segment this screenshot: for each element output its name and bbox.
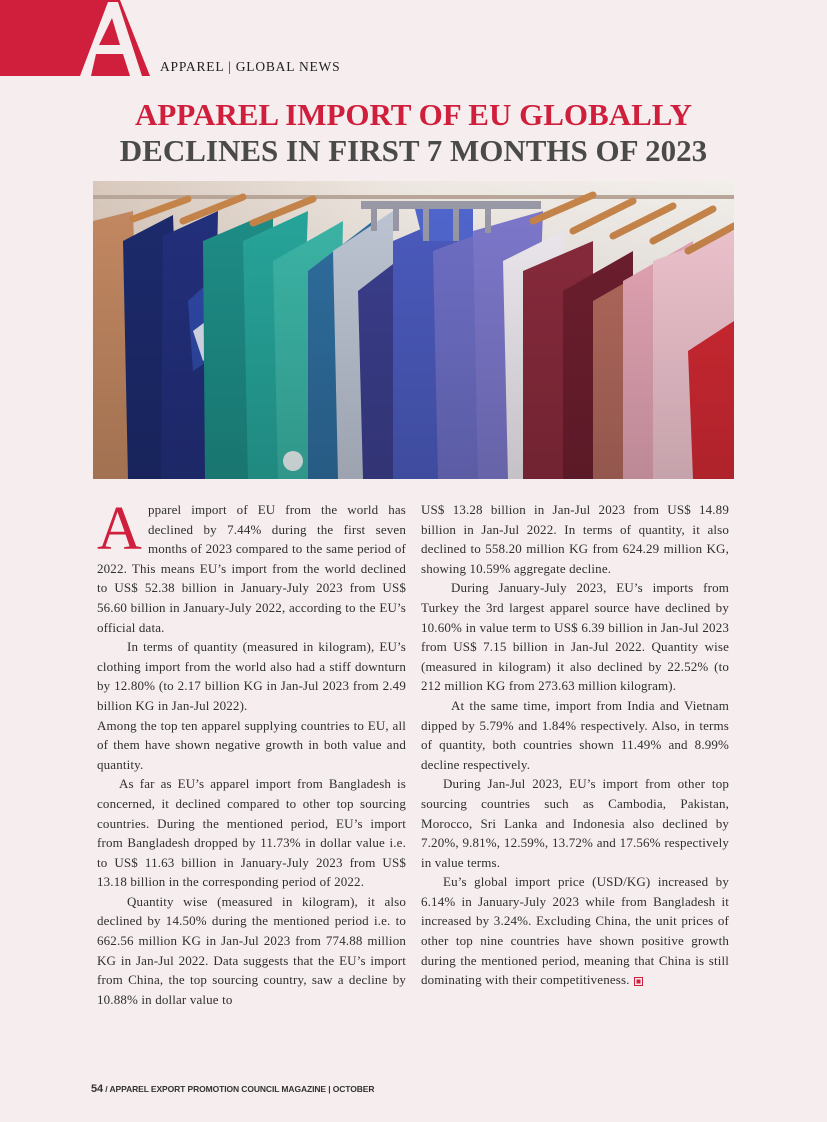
headline-line-2: DECLINES IN FIRST 7 MONTHS OF 2023 [119, 133, 708, 168]
clothes-rack-photo [93, 181, 734, 479]
article-paragraph [421, 872, 729, 990]
page-footer [91, 1083, 374, 1095]
drop-cap: A [97, 495, 142, 563]
article-paragraph: As far as EU’s apparel import from Bangladesh is concerned, it declined compared to other top sourcing countries. During the mentioned period, EU’s import from Bangladesh dropped by 11.73% in dollar value i.e. to US$ 11.63 billion in January-July 2023 from US$ 13.18 billion in the corresponding period of 2022. [97, 776, 406, 890]
article-paragraph-text: Eu’s global import price (USD/KG) increased by 6.14% in January-July 2023 while from Bangladesh it increased by 3.24%. Excluding China, the unit prices of other top nine countries have shown positive growth during the mentioned period, meaning that China is still dominating with their competitiveness. [421, 874, 729, 988]
section-label: APPAREL | GLOBAL NEWS [160, 59, 341, 74]
article-column-right [421, 500, 729, 990]
headline-line-1: APPAREL IMPORT OF EU GLOBALLY [135, 97, 692, 132]
article-paragraph: At the same time, import from India and Vietnam dipped by 5.79% and 1.84% respectively. Also, in terms of quantity, both countries shown 11.49% and 8.99% decline respectively. [421, 697, 729, 772]
magazine-logo [0, 0, 150, 76]
article-column-left [97, 495, 406, 1009]
article-paragraph: During January-July 2023, EU’s imports from Turkey the 3rd largest apparel source have declined by 10.60% in value term to US$ 6.39 billion in Jan-Jul 2023 from US$ 7.15 billion in Jan-Jul 2022. Quantity wise (measured in kilogram) it also declined by 22.52% (to 212 million KG from 273.63 million kilogram). [421, 580, 729, 694]
article-paragraph: US$ 13.28 billion in Jan-Jul 2023 from US$ 14.89 billion in Jan-Jul 2022. In terms of quantity, it also declined to 558.20 million KG from 624.29 million KG, showing 10.59% aggregate decline. [421, 502, 729, 576]
article-paragraph: Among the top ten apparel supplying countries to EU, all of them have shown negative growth in both value and quantity. [97, 717, 406, 772]
page-number: 54 [91, 1083, 104, 1095]
article-paragraph: Quantity wise (measured in kilogram), it also declined by 14.50% during the mentioned period i.e. to 662.56 million KG in Jan-Jul 2023 from 774.88 million KG in Jan-Jul 2022. Data suggests that the EU’s import from China, the top sourcing country, saw a decline by 10.88% in dollar value to [97, 893, 406, 1007]
footer-text: / APPAREL EXPORT PROMOTION COUNCIL MAGAZINE | OCTOBER [103, 1084, 375, 1094]
article-paragraph: In terms of quantity (measured in kilogram), EU’s clothing import from the world also had a stiff downturn by 12.80% (to 2.17 billion KG in Jan-Jul 2023 from 2.49 billion KG in Jan-Jul 2022). [97, 639, 406, 713]
end-mark-icon [635, 978, 642, 985]
article-paragraph: During Jan-Jul 2023, EU’s import from other top sourcing countries such as Cambodia, Pakistan, Morocco, Sri Lanka and Indonesia also declined by 7.20%, 9.81%, 12.59%, 13.72% and 17.56% respectively in value terms. [421, 776, 729, 870]
article-paragraph: pparel import of EU from the world has declined by 7.44% during the first seven months of 2023 compared to the same period of 2022. This means EU’s import from the world declined to US$ 52.38 billion in January-July 2023 from US$ 56.60 billion in January-July 2022, according to the EU’s official data. [97, 502, 406, 635]
